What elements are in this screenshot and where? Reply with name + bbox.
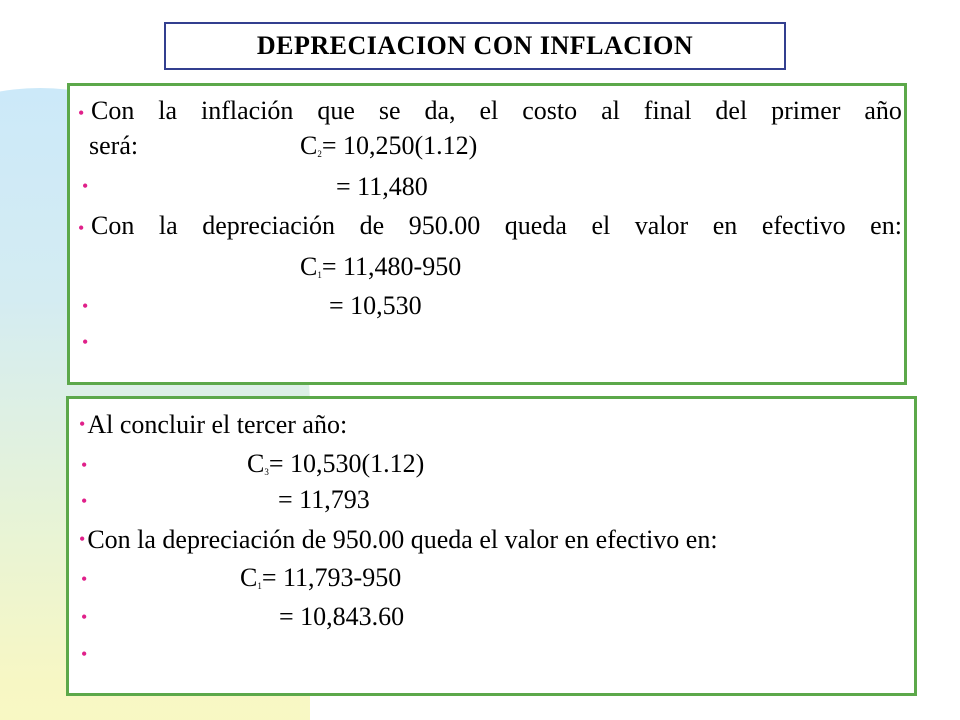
expression: = 11,793 [278, 485, 370, 514]
equation [300, 131, 477, 169]
bullet-icon: • [82, 176, 89, 196]
equation [329, 291, 422, 321]
word: la [158, 211, 178, 240]
expression: = 11,480-950 [321, 252, 462, 281]
text-label: será: [89, 131, 139, 160]
page-title: DEPRECIACION CON INFLACION [256, 31, 694, 60]
word: en [712, 211, 738, 240]
title-box [164, 22, 786, 70]
expression: = 11,480 [336, 172, 428, 201]
equation [336, 172, 428, 202]
content-box-first-year [67, 83, 907, 385]
equation [278, 485, 370, 515]
expression: = 10,250(1.12) [321, 131, 478, 160]
text-line [79, 524, 718, 555]
word: la [158, 96, 178, 125]
word: primer [771, 96, 841, 125]
bullet-icon: • [81, 491, 88, 511]
subscript: 1 [317, 270, 322, 280]
equation [240, 563, 401, 601]
bullet-icon: • [78, 103, 85, 123]
word: inflación [201, 96, 294, 125]
variable: C [240, 563, 258, 592]
word: año [864, 96, 902, 125]
subscript: 2 [317, 149, 322, 159]
subscript: 3 [264, 467, 269, 477]
bullet-icon: • [81, 644, 88, 664]
text-content: Con la depreciación de 950.00 queda el valor en efectivo en: [87, 525, 718, 554]
bullet-icon: • [79, 529, 86, 549]
variable: C [300, 252, 318, 281]
equation [247, 449, 424, 487]
text-line [80, 96, 902, 126]
word: valor [634, 211, 689, 240]
equation [279, 602, 404, 632]
variable: C [300, 131, 318, 160]
word: el [479, 96, 499, 125]
bullet-icon: • [81, 455, 88, 475]
word: Con [91, 96, 135, 125]
word: costo [522, 96, 578, 125]
expression: = 11,793-950 [261, 563, 402, 592]
text-line [79, 409, 347, 440]
word: depreciación [202, 211, 336, 240]
text-content: Al concluir el tercer año: [87, 410, 348, 439]
bullet-icon: • [78, 218, 85, 238]
bullet-icon: • [79, 414, 86, 434]
expression: = 10,843.60 [279, 602, 405, 631]
word: 950.00 [408, 211, 481, 240]
word: efectivo [761, 211, 846, 240]
word: del [715, 96, 748, 125]
bullet-icon: • [81, 607, 88, 627]
variable: C [247, 449, 265, 478]
expression: = 10,530(1.12) [268, 449, 425, 478]
word: que [317, 96, 355, 125]
subscript: 1 [257, 581, 262, 591]
expression: = 10,530 [329, 291, 422, 320]
text-line [80, 211, 902, 241]
equation [300, 252, 461, 290]
word: en: [870, 211, 902, 240]
word: final [643, 96, 692, 125]
word: se [378, 96, 401, 125]
word: Con [91, 211, 135, 240]
text-line [89, 131, 138, 161]
word: queda [504, 211, 567, 240]
bullet-icon: • [82, 332, 89, 352]
word: el [591, 211, 611, 240]
word: da, [424, 96, 456, 125]
word: al [601, 96, 620, 125]
bullet-icon: • [81, 569, 88, 589]
bullet-icon: • [82, 296, 89, 316]
content-box-third-year [66, 396, 917, 696]
word: de [359, 211, 385, 240]
